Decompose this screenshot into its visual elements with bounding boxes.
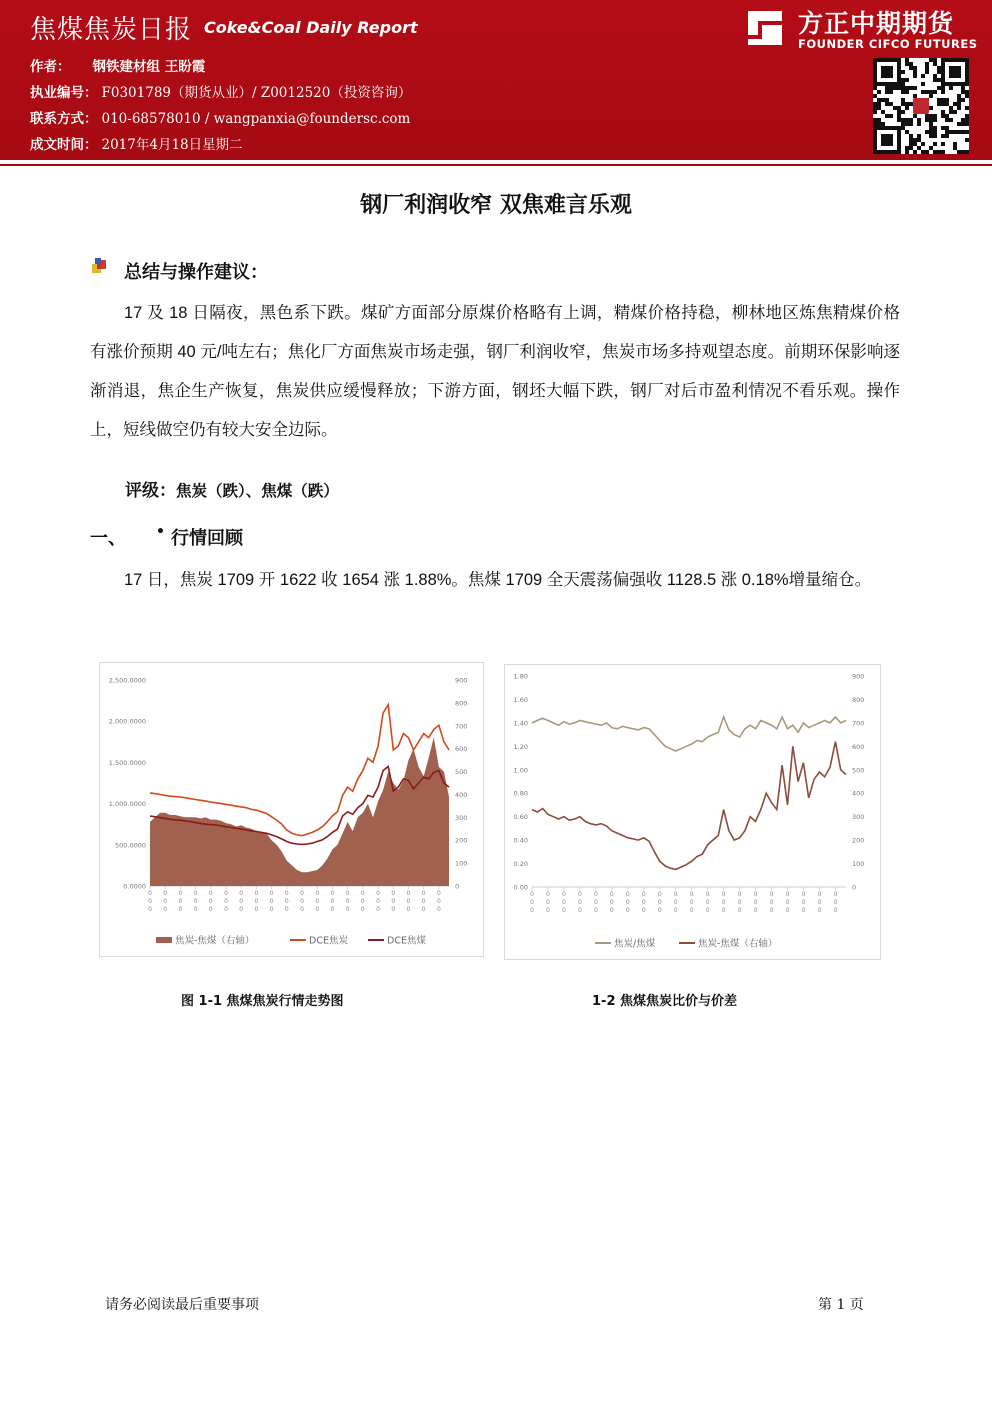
- x-tick-label: 0: [530, 907, 534, 914]
- bullet-icon: [92, 258, 108, 274]
- x-tick-label: 0: [391, 890, 396, 897]
- x-tick-label: 0: [421, 898, 426, 905]
- x-tick-label: 0: [421, 906, 426, 913]
- x-tick-label: 0: [641, 899, 646, 906]
- x-tick-label: 0: [785, 899, 790, 906]
- x-tick-label: 0: [376, 906, 380, 913]
- logo-text-cn: 方正中期期货: [798, 9, 955, 38]
- x-tick-label: 0: [625, 899, 630, 906]
- license-row: [30, 81, 411, 101]
- x-tick-label: 0: [254, 906, 259, 913]
- x-tick-label: 0: [721, 899, 726, 906]
- x-tick-label: 0: [360, 890, 365, 897]
- x-tick-label: 0: [406, 890, 411, 897]
- x-tick-label: 0: [208, 906, 213, 913]
- x-tick-label: 0: [769, 899, 774, 906]
- x-tick-label: 0: [163, 906, 168, 913]
- y-right-tick-label: 800: [455, 699, 468, 708]
- y-left-tick-label: 0.0000: [123, 882, 146, 891]
- y-right-tick-label: 700: [852, 719, 865, 728]
- x-tick-label: 0: [148, 906, 152, 913]
- y-right-tick-label: 900: [852, 672, 865, 681]
- x-tick-label: 0: [284, 898, 289, 905]
- legend-label: DCE焦炭: [309, 935, 348, 947]
- x-tick-label: 0: [300, 906, 304, 913]
- x-tick-label: 0: [224, 890, 228, 897]
- x-tick-label: 0: [391, 898, 396, 905]
- y-right-tick-label: 600: [455, 745, 468, 754]
- series-area-0: [150, 737, 449, 886]
- x-tick-label: 0: [436, 890, 441, 897]
- report-title: 焦煤焦炭日报: [30, 15, 193, 45]
- contact-label: 联系方式：: [30, 111, 98, 127]
- section1-bullet: •: [156, 524, 165, 540]
- x-tick-label: 0: [817, 899, 822, 906]
- y-left-tick-label: 1.40: [513, 719, 528, 728]
- footer-notice: 请务必阅读最后重要事项: [105, 1297, 259, 1313]
- x-tick-label: 0: [360, 898, 365, 905]
- x-tick-label: 0: [673, 891, 678, 898]
- contact-row: [30, 107, 410, 127]
- y-right-tick-label: 300: [455, 813, 468, 822]
- x-tick-label: 0: [737, 899, 742, 906]
- caption-chart2: 1-2 焦煤焦炭比价与价差: [592, 994, 738, 1009]
- x-tick-label: 0: [673, 907, 678, 914]
- x-tick-label: 0: [562, 907, 566, 914]
- y-right-tick-label: 100: [455, 859, 468, 868]
- x-tick-label: 0: [330, 898, 335, 905]
- qr-center-logo-icon: [913, 98, 929, 114]
- x-tick-label: 0: [769, 907, 774, 914]
- x-tick-label: 0: [208, 898, 213, 905]
- x-tick-label: 0: [254, 898, 259, 905]
- legend-label: 焦炭-焦煤（右轴）: [175, 935, 255, 947]
- y-left-tick-label: 2,500.0000: [108, 676, 146, 685]
- section1-title: 行情回顾: [171, 528, 243, 549]
- x-tick-label: 0: [178, 898, 183, 905]
- y-left-tick-label: 2,000.0000: [108, 717, 146, 726]
- x-tick-label: 0: [737, 907, 742, 914]
- x-tick-label: 0: [721, 907, 726, 914]
- x-tick-label: 0: [625, 891, 630, 898]
- section1-number: 一、: [90, 528, 126, 549]
- x-tick-label: 0: [833, 899, 838, 906]
- x-tick-label: 0: [833, 891, 838, 898]
- x-tick-label: 0: [641, 891, 646, 898]
- x-tick-label: 0: [577, 907, 582, 914]
- rating: [125, 476, 339, 501]
- y-right-tick-label: 300: [852, 813, 865, 822]
- x-tick-label: 0: [360, 906, 365, 913]
- x-tick-label: 0: [239, 890, 244, 897]
- x-tick-label: 0: [721, 891, 726, 898]
- chart2-svg: [505, 665, 880, 959]
- x-tick-label: 0: [254, 890, 259, 897]
- x-tick-label: 0: [673, 899, 678, 906]
- y-left-tick-label: 1.60: [513, 695, 528, 704]
- x-tick-label: 0: [546, 899, 550, 906]
- x-tick-label: 0: [269, 890, 274, 897]
- x-tick-label: 0: [284, 890, 289, 897]
- legend-label: 焦炭/焦煤: [614, 938, 656, 950]
- caption-chart1: 图 1-1 焦煤焦炭行情走势图: [181, 994, 344, 1009]
- x-tick-label: 0: [577, 891, 582, 898]
- x-tick-label: 0: [817, 891, 822, 898]
- x-tick-label: 0: [193, 898, 198, 905]
- y-left-tick-label: 0.60: [513, 813, 528, 822]
- section1-paragraph: 17 日，焦炭 1709 开 1622 收 1654 涨 1.88%。焦煤 1709 全天震荡偏强收 1128.5 涨 0.18%增量缩仓。: [124, 571, 872, 589]
- x-tick-label: 0: [148, 898, 152, 905]
- document-title: 钢厂利润收窄 双焦难言乐观: [360, 192, 632, 218]
- x-tick-label: 0: [239, 898, 244, 905]
- y-left-tick-label: 1,000.0000: [108, 800, 146, 809]
- x-tick-label: 0: [330, 906, 335, 913]
- y-right-tick-label: 900: [455, 676, 468, 685]
- x-tick-label: 0: [300, 890, 304, 897]
- y-left-tick-label: 0.00: [513, 883, 528, 892]
- y-left-tick-label: 0.20: [513, 860, 528, 869]
- date-row: [30, 133, 243, 153]
- y-right-tick-label: 0: [852, 883, 857, 892]
- x-tick-label: 0: [421, 890, 426, 897]
- x-tick-label: 0: [178, 890, 183, 897]
- x-tick-label: 0: [609, 899, 614, 906]
- author-label: 作者：: [30, 59, 71, 75]
- x-tick-label: 0: [345, 898, 350, 905]
- y-left-tick-label: 0.80: [513, 789, 528, 798]
- x-tick-label: 0: [562, 891, 566, 898]
- x-tick-label: 0: [801, 907, 806, 914]
- x-tick-label: 0: [345, 890, 350, 897]
- contact-value: 010-68578010 / wangpanxia@foundersc.com: [101, 111, 411, 127]
- x-tick-label: 0: [345, 906, 350, 913]
- x-tick-label: 0: [753, 907, 758, 914]
- legend-swatch: [156, 937, 172, 943]
- y-right-tick-label: 0: [455, 882, 460, 891]
- y-left-tick-label: 500.0000: [114, 841, 146, 850]
- header-rule: [0, 164, 992, 166]
- x-tick-label: 0: [689, 907, 694, 914]
- y-left-tick-label: 1.80: [513, 672, 528, 681]
- author-row: [30, 55, 205, 75]
- y-right-tick-label: 600: [852, 742, 865, 751]
- x-tick-label: 0: [436, 906, 441, 913]
- date-value: 2017年4月18日星期二: [101, 137, 243, 153]
- x-tick-label: 0: [609, 891, 614, 898]
- report-header: [0, 0, 992, 160]
- license-value: F0301789（期货从业）/ Z0012520（投资咨询）: [101, 85, 412, 101]
- x-tick-label: 0: [406, 906, 411, 913]
- summary-heading: 总结与操作建议：: [124, 262, 268, 283]
- x-tick-label: 0: [330, 890, 335, 897]
- x-tick-label: 0: [284, 906, 289, 913]
- y-right-tick-label: 200: [852, 836, 865, 845]
- logo-text-en: FOUNDER CIFCO FUTURES: [798, 37, 978, 51]
- qr-code-icon: [873, 58, 969, 154]
- x-tick-label: 0: [817, 907, 822, 914]
- x-tick-label: 0: [593, 907, 598, 914]
- summary-paragraph: 17 及 18 日隔夜，黑色系下跌。煤矿方面部分原煤价格略有上调，精煤价格持稳，柳林地区炼焦精煤价格有涨价预期 40 元/吨左右；焦化厂方面焦炭市场走强，钢厂利润收窄，焦炭市场多持观望态度。前期环保影响逐渐消退，焦企生产恢复，焦炭供应缓慢释放；下游方面，钢坯大幅下跌，钢厂对后市盈利情况不看乐观。操作上，短线做空仍有较大安全边际。: [90, 304, 900, 439]
- y-left-tick-label: 1.20: [513, 742, 528, 751]
- x-tick-label: 0: [705, 899, 710, 906]
- series-line-1: [532, 742, 846, 870]
- x-tick-label: 0: [833, 907, 838, 914]
- x-tick-label: 0: [163, 890, 168, 897]
- chart-price-trend: [99, 662, 484, 957]
- report-subtitle: Coke&Coal Daily Report: [204, 18, 418, 37]
- x-tick-label: 0: [376, 898, 380, 905]
- x-tick-label: 0: [315, 906, 320, 913]
- x-tick-label: 0: [376, 890, 380, 897]
- rating-value: 焦炭（跌）、焦煤（跌）: [176, 482, 339, 500]
- y-right-tick-label: 400: [852, 789, 865, 798]
- x-tick-label: 0: [193, 890, 198, 897]
- x-tick-label: 0: [300, 898, 304, 905]
- x-tick-label: 0: [148, 890, 152, 897]
- y-right-tick-label: 700: [455, 722, 468, 731]
- x-tick-label: 0: [577, 899, 582, 906]
- y-right-tick-label: 400: [455, 790, 468, 799]
- x-tick-label: 0: [593, 891, 598, 898]
- x-tick-label: 0: [315, 890, 320, 897]
- x-tick-label: 0: [546, 891, 550, 898]
- y-right-tick-label: 200: [455, 836, 468, 845]
- y-right-tick-label: 500: [455, 768, 468, 777]
- x-tick-label: 0: [657, 899, 662, 906]
- y-left-tick-label: 1.00: [513, 766, 528, 775]
- x-tick-label: 0: [530, 891, 534, 898]
- x-tick-label: 0: [753, 899, 758, 906]
- x-tick-label: 0: [224, 906, 228, 913]
- x-tick-label: 0: [801, 899, 806, 906]
- x-tick-label: 0: [436, 898, 441, 905]
- legend-label: DCE焦煤: [387, 935, 426, 947]
- page-number: 第 1 页: [818, 1297, 864, 1313]
- x-tick-label: 0: [163, 898, 168, 905]
- y-right-tick-label: 500: [852, 766, 865, 775]
- chart-ratio-spread: [504, 664, 881, 960]
- y-left-tick-label: 1,500.0000: [108, 758, 146, 767]
- x-tick-label: 0: [737, 891, 742, 898]
- x-tick-label: 0: [315, 898, 320, 905]
- x-tick-label: 0: [657, 891, 662, 898]
- rating-label: 评级：: [125, 481, 176, 501]
- x-tick-label: 0: [705, 891, 710, 898]
- x-tick-label: 0: [530, 899, 534, 906]
- x-tick-label: 0: [641, 907, 646, 914]
- x-tick-label: 0: [406, 898, 411, 905]
- license-label: 执业编号：: [30, 85, 98, 101]
- x-tick-label: 0: [269, 898, 274, 905]
- author-value: 钢铁建材组 王盼霞: [92, 59, 206, 75]
- x-tick-label: 0: [391, 906, 396, 913]
- x-tick-label: 0: [625, 907, 630, 914]
- x-tick-label: 0: [785, 891, 790, 898]
- x-tick-label: 0: [224, 898, 228, 905]
- x-tick-label: 0: [546, 907, 550, 914]
- x-tick-label: 0: [178, 906, 183, 913]
- date-label: 成文时间：: [30, 137, 98, 153]
- x-tick-label: 0: [689, 899, 694, 906]
- x-tick-label: 0: [208, 890, 213, 897]
- y-left-tick-label: 0.40: [513, 836, 528, 845]
- x-tick-label: 0: [269, 906, 274, 913]
- x-tick-label: 0: [705, 907, 710, 914]
- founder-logo-icon: [744, 7, 786, 49]
- x-tick-label: 0: [801, 891, 806, 898]
- x-tick-label: 0: [785, 907, 790, 914]
- x-tick-label: 0: [593, 899, 598, 906]
- x-tick-label: 0: [609, 907, 614, 914]
- x-tick-label: 0: [657, 907, 662, 914]
- x-tick-label: 0: [769, 891, 774, 898]
- y-right-tick-label: 800: [852, 695, 865, 704]
- series-line-0: [532, 717, 846, 751]
- chart1-svg: [100, 663, 483, 956]
- legend-label: 焦炭-焦煤（右轴）: [698, 938, 778, 950]
- y-right-tick-label: 100: [852, 860, 865, 869]
- x-tick-label: 0: [753, 891, 758, 898]
- x-tick-label: 0: [562, 899, 566, 906]
- x-tick-label: 0: [239, 906, 244, 913]
- x-tick-label: 0: [689, 891, 694, 898]
- x-tick-label: 0: [193, 906, 198, 913]
